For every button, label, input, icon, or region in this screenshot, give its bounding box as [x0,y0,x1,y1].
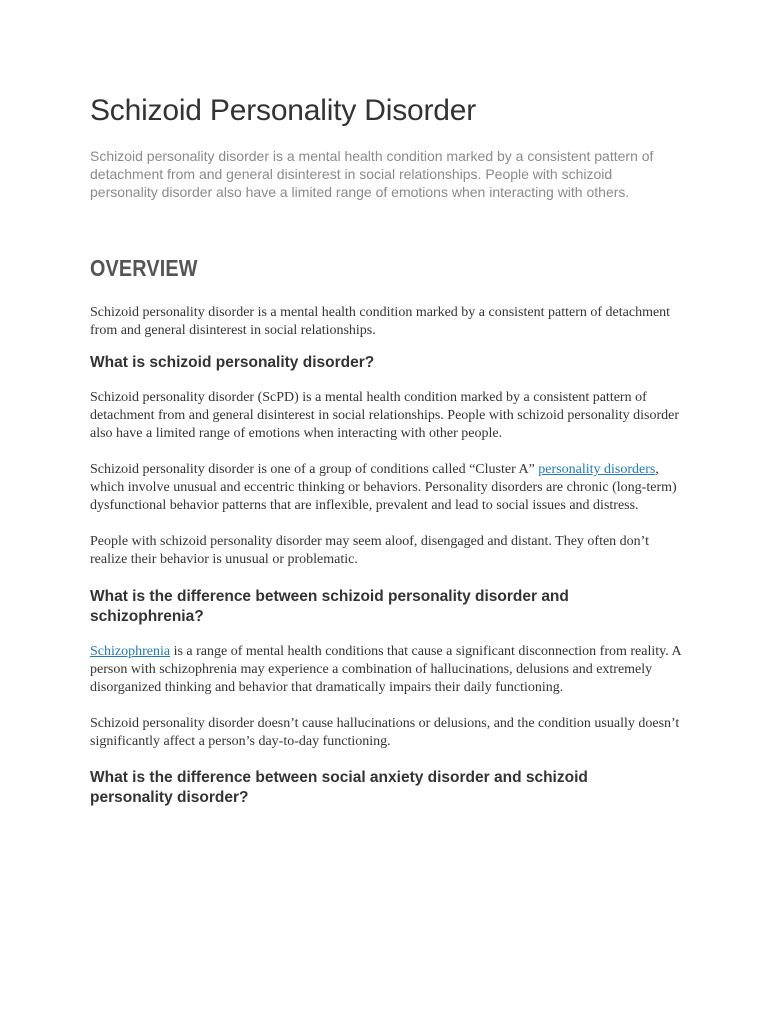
personality-disorders-link[interactable]: personality disorders [538,462,656,477]
schizophrenia-paragraph-1 [90,643,682,697]
overview-paragraph: Schizoid personality disorder is a mental health condition marked by a consistent pattern of detachment from and general disinterest in social relationships. [90,305,671,338]
page-title: Schizoid Personality Disorder [90,94,477,127]
what-is-heading: What is schizoid personality disorder? [90,354,375,371]
intro-summary: Schizoid personality disorder is a mental health condition marked by a consistent pattern of detachment from and general disinterest in social relationships. People with schizoid personality disorder also have a limited range of emotions when interacting with others. [90,148,654,200]
schizophrenia-difference-heading: What is the difference between schizoid personality disorder and schizophrenia? [90,588,569,625]
what-is-paragraph-1: Schizoid personality disorder (ScPD) is a mental health condition marked by a consistent pattern of detachment from and general disinterest in social relationships. People with schizoid personality disorder also have a limited range of emotions when interacting with other people. [90,390,680,441]
schizophrenia-link[interactable]: Schizophrenia [90,644,171,659]
paragraph-text: is a range of mental health conditions that cause a significant disconnection from reality. A person with schizophrenia may experience a combination of hallucinations, delusions and extremely disorganized thinking and behavior that dramatically impairs their daily functioning. [90,644,681,695]
paragraph-text: Schizoid personality disorder is one of a group of conditions called “Cluster A” [90,462,539,477]
social-anxiety-difference-heading: What is the difference between social anxiety disorder and schizoid personality disorder? [90,769,588,806]
what-is-paragraph-3: People with schizoid personality disorder may seem aloof, disengaged and distant. They often don’t realize their behavior is unusual or problematic. [90,534,649,567]
schizophrenia-paragraph-2: Schizoid personality disorder doesn’t cause hallucinations or delusions, and the condition usually doesn’t significantly affect a person’s day-to-day functioning. [90,716,680,749]
paragraph-text: , which involve unusual and eccentric thinking or behaviors. Personality disorders are chronic (long-term) dysfunctional behavior patterns that are inflexible, prevalent and lead to social issues and distress. [90,462,677,513]
overview-heading: OVERVIEW [90,255,198,281]
what-is-paragraph-2 [90,461,682,515]
